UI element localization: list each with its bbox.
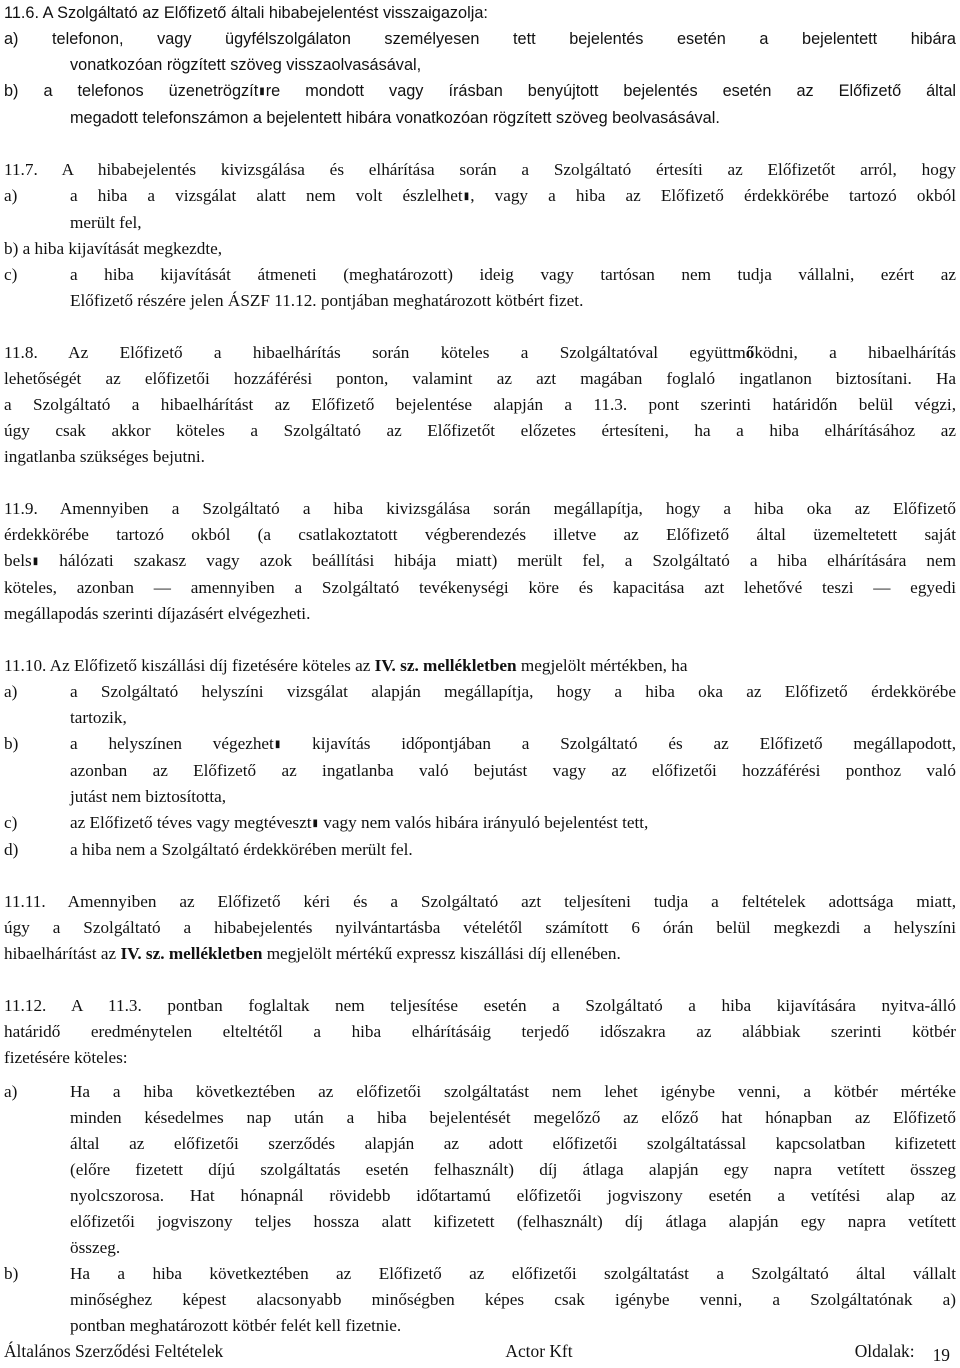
text-fragment: IV. sz. mellékletben <box>120 944 263 963</box>
text-line: fizetésére köteles: <box>4 1048 128 1067</box>
text-line: (előre fizetett díjú szolgáltatás esetén felhasznált) díj átlaga alapján egy napra vetített összeg <box>70 1160 956 1179</box>
text-line: összeg. <box>70 1238 121 1257</box>
list-item <box>4 837 956 863</box>
section-11-8 <box>4 340 956 470</box>
list-label: a) <box>4 682 18 701</box>
text-fragment: 11.8. Az Előfizető a hibaelhárítás során köteles a Szolgáltatóval együttm <box>4 343 746 362</box>
paragraph-gap <box>4 131 956 157</box>
paragraph-gap <box>4 314 956 340</box>
text-fragment: a hiba a vizsgálat alatt nem volt észlelhet <box>70 186 463 205</box>
text-line: úgy csak akkor köteles a Szolgáltató az Előfizetőt előzetes értesíteni, ha a hiba elhárításához az <box>4 421 956 440</box>
text-line: pontban meghatározott kötbér felét kell fizetnie. <box>70 1316 402 1335</box>
text-fragment: 11.10. Az Előfizető kiszállási díj fizetésére köteles az <box>4 656 375 675</box>
section-11-10 <box>4 653 956 863</box>
list-label: c) <box>4 265 18 284</box>
text-fragment: hálózati szakasz vagy azok beállítási hibája miatt) merült fel, a Szolgáltató a hiba elhárítására nem <box>39 551 956 570</box>
footer-page-number <box>855 1338 950 1364</box>
list-label: a) <box>4 186 18 205</box>
text-fragment: kijavítás időpontjában a Szolgáltató és az Előfizető megállapodott, <box>281 734 957 753</box>
text-line: merült fel, <box>70 213 142 232</box>
list-label: d) <box>4 840 19 859</box>
text-fragment: hibaelhárítást az <box>4 944 121 963</box>
section-11-7 <box>4 157 956 314</box>
paragraph-gap <box>4 470 956 496</box>
text-line <box>4 941 956 967</box>
text-line: Előfizető részére jelen ÁSZF 11.12. pontjában meghatározott kötbért fizet. <box>70 291 584 310</box>
section-11-12 <box>4 993 956 1339</box>
paragraph-gap <box>4 1071 956 1079</box>
section-heading <box>4 340 956 366</box>
text-fragment: , vagy a hiba az Előfizető érdekkörébe tartozó okból <box>470 186 956 205</box>
document-body <box>4 0 956 1339</box>
text-fragment: megjelölt mértékben, ha <box>516 656 688 675</box>
text-line: a Szolgáltató a hibaelhárítást az Előfizető bejelentése alapján a 11.3. pont szerinti határidőn belül végzi, <box>4 395 956 414</box>
section-11-9 <box>4 496 956 627</box>
list-item <box>4 262 956 314</box>
text-line: ingatlanba szükséges bejutni. <box>4 447 205 466</box>
text-line: jutást nem biztosította, <box>70 787 227 806</box>
broken-glyph: ▮ <box>463 191 470 202</box>
list-item <box>4 1079 956 1261</box>
list-label: c) <box>4 813 18 832</box>
text-fragment: re mondott vagy írásban benyújtott bejelentés esetén az Előfizető által <box>265 82 956 100</box>
broken-glyph: ▮ <box>259 86 265 97</box>
list-item <box>4 183 956 236</box>
text-line: úgy a Szolgáltató a hibabejelentés nyilvántartásba vételétől számított 6 órán belül megkezdi a helyszíni <box>4 918 956 937</box>
page-num: 19 <box>932 1345 950 1365</box>
page-label: Oldalak: <box>854 1341 915 1361</box>
list-label: b) <box>4 734 19 753</box>
broken-glyph: ▮ <box>274 739 281 750</box>
text-fragment: vagy nem valós hibára irányuló bejelentést tett, <box>319 813 649 832</box>
section-heading: 11.11. Amennyiben az Előfizető kéri és a Szolgáltató azt teljesíteni tudja a feltételek adottsága miatt, <box>4 892 956 911</box>
broken-glyph: ▮ <box>312 818 318 829</box>
list-label: b) <box>4 1264 19 1283</box>
text-line <box>70 183 956 210</box>
text-line: Ha a hiba következtében az Előfizető az előfizetői szolgáltatást a Szolgáltató által vállalt <box>70 1264 956 1283</box>
text-line: a hiba nem a Szolgáltató érdekkörében merült fel. <box>70 840 413 859</box>
text-fragment: megjelölt mértékű expressz kiszállási díj ellenében. <box>262 944 621 963</box>
text-line <box>70 731 956 758</box>
text-fragment: IV. sz. mellékletben <box>374 656 517 675</box>
text-fragment: a helyszínen végezhet <box>70 734 274 753</box>
paragraph-gap <box>4 627 956 653</box>
footer-company: Actor Kft <box>505 1341 573 1361</box>
text-line: megállapodás szerinti díjazásért elvégezheti. <box>4 604 311 623</box>
list-item <box>4 679 956 731</box>
text-line <box>4 548 956 575</box>
list-item: b) a hiba kijavítását megkezdte, <box>4 239 223 258</box>
paragraph-gap <box>4 863 956 889</box>
section-11-11 <box>4 889 956 967</box>
text-fragment: ködni, a hibaelhárítás <box>754 343 956 362</box>
text-line: minden késedelmes nap után a hiba bejelentését megelőző az előző hat hónapban az Előfizető <box>70 1108 956 1127</box>
section-heading: 11.12. A 11.3. pontban foglaltak nem teljesítése esetén a Szolgáltató a hiba kijavítására nyitva-álló <box>4 996 956 1015</box>
text-line: minőséghez képest alacsonyabb minőségben képes csak igénybe venni, a Szolgáltatónak a) <box>70 1290 956 1309</box>
text-line: köteles, azonban — amennyiben a Szolgáltató tevékenységi köre és kapacitása azt lehetővé teszi — egyedi <box>4 578 956 597</box>
section-heading: 11.6. A Szolgáltató az Előfizető általi hibabejelentést visszaigazolja: <box>4 4 488 22</box>
text-line: megadott telefonszámon a bejelentett hibára vonatkozóan rögzített szöveg beolvasásával. <box>70 109 720 127</box>
section-heading: 11.9. Amennyiben a Szolgáltató a hiba kivizsgálása során megállapítja, hogy a hiba oka az Előfizető <box>4 499 956 518</box>
broken-glyph: ▮ <box>32 556 39 567</box>
page-footer <box>4 1338 950 1364</box>
text-line: nyolcszorosa. Hat hónapnál rövidebb időtartamú előfizetői jogviszony esetén a vetítési alap az <box>70 1186 956 1205</box>
section-11-6 <box>4 0 956 131</box>
text-fragment: b) a telefonos üzenetrögzít <box>4 82 259 100</box>
text-line: lehetőségét az előfizetői hozzáférési ponton, valamint az azt magában foglaló ingatlanon biztosítani. Ha <box>4 369 956 388</box>
text-line: Ha a hiba következtében az előfizetői szolgáltatást nem lehet igénybe venni, a kötbér mértéke <box>70 1082 956 1101</box>
text-line: a) telefonon, vagy ügyfélszolgálaton személyesen tett bejelentés esetén a bejelentett hibára <box>4 30 956 48</box>
list-item <box>4 731 956 810</box>
text-fragment: az Előfizető téves vagy megtéveszt <box>70 813 312 832</box>
text-line <box>4 78 956 105</box>
text-line: tartozik, <box>70 708 127 727</box>
text-line: határidő eredménytelen elteltétől a hiba elhárításáig terjedő időszakra az alábbiak szerinti kötbér <box>4 1022 956 1041</box>
list-item <box>4 1261 956 1339</box>
text-line: előfizetői jogviszony teljes hossza alatt kifizetett (felhasznált) díj átlaga alapján egy napra vetített <box>70 1212 956 1231</box>
list-label: a) <box>4 1082 18 1101</box>
section-heading: 11.7. A hibabejelentés kivizsgálása és elhárítása során a Szolgáltató értesíti az Előfizetőt arról, hogy <box>4 160 956 179</box>
text-line: által az előfizetői szerződés alapján az adott előfizetői szolgáltatással kapcsolatban kifizetett <box>70 1134 956 1153</box>
footer-document-title: Általános Szerződési Feltételek <box>4 1341 224 1361</box>
list-item <box>4 810 956 837</box>
text-line: azonban az Előfizető az ingatlanba való bejutást vagy az előfizetői hozzáférési ponthoz való <box>70 761 956 780</box>
section-heading <box>4 653 956 679</box>
text-line: a Szolgáltató helyszíni vizsgálat alapján megállapítja, hogy a hiba oka az Előfizető érdekkörébe <box>70 682 956 701</box>
text-line: érdekkörébe tartozó okból (a csatlakoztatott végberendezés illetve az Előfizető által üzemeltetett saját <box>4 525 956 544</box>
text-fragment: ő <box>745 343 755 362</box>
text-fragment: bels <box>4 551 32 570</box>
paragraph-gap <box>4 967 956 993</box>
text-line: vonatkozóan rögzített szöveg visszaolvasásával, <box>70 56 422 74</box>
text-line: a hiba kijavítását átmeneti (meghatározott) ideig vagy tartósan nem tudja vállalni, ezért az <box>70 265 956 284</box>
text-line <box>70 810 956 837</box>
